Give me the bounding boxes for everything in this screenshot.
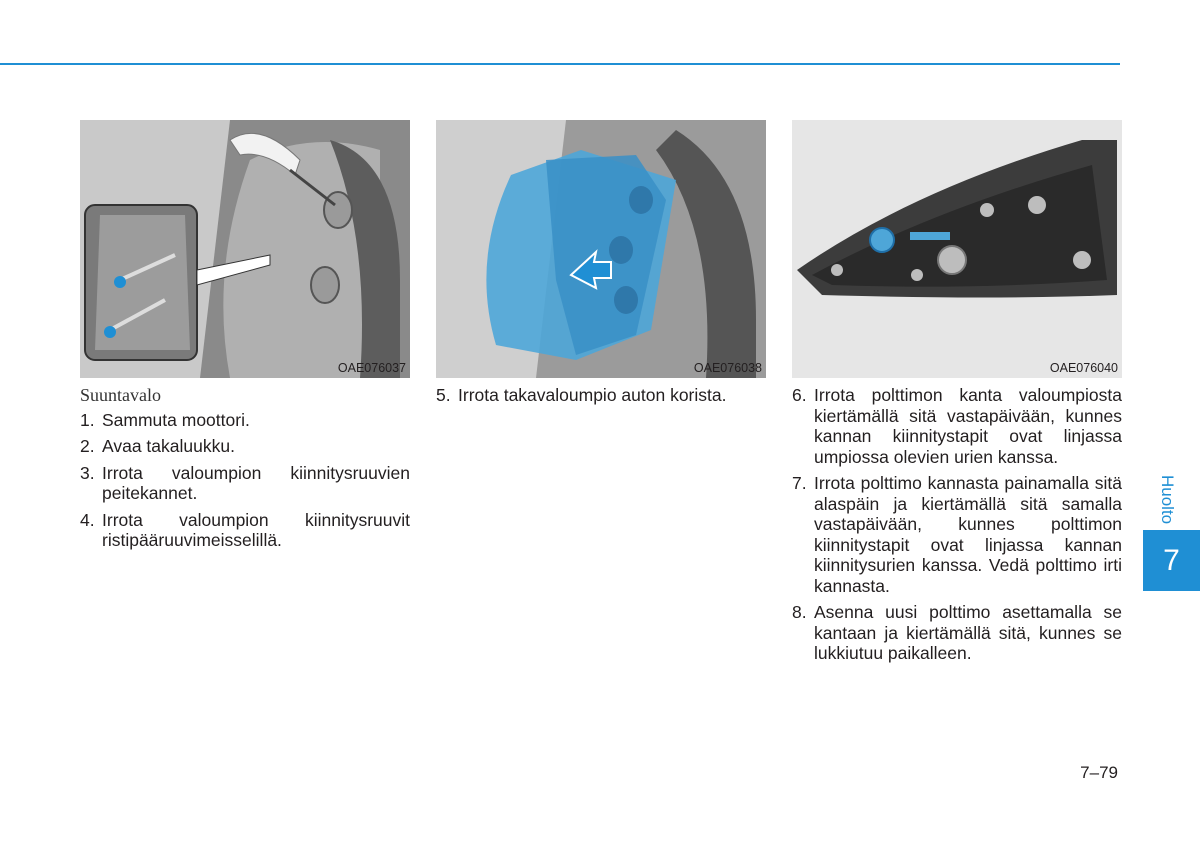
left-column	[80, 385, 410, 557]
figure-code: OAE076037	[337, 361, 406, 375]
step-text: Irrota valoumpion kiinnitysruuvien peitekannet.	[102, 462, 410, 503]
lamp-housing-illustration	[436, 120, 766, 378]
steps-list	[436, 385, 766, 406]
step-item	[792, 602, 1122, 664]
step-number: 3.	[80, 462, 95, 483]
step-number: 4.	[80, 509, 95, 530]
middle-column	[436, 385, 766, 412]
step-item	[80, 436, 410, 457]
step-item	[792, 473, 1122, 596]
screw-covers-illustration	[80, 120, 410, 378]
figure-code: OAE076040	[1049, 361, 1118, 375]
step-number: 5.	[436, 385, 451, 405]
step-item	[792, 385, 1122, 467]
step-number: 8.	[792, 602, 807, 622]
chapter-label: Huolto	[1158, 475, 1177, 525]
figure-bulb-socket	[792, 120, 1122, 378]
top-rule	[0, 63, 1120, 65]
step-text: Irrota polttimon kanta valoumpiosta kiertämällä sitä vastapäivään, kunnes kannan kiinnitystapit ovat linjassa umpiossa olevien urien kanssa.	[814, 385, 1122, 467]
page-number: 7–79	[1080, 763, 1118, 782]
step-number: 7.	[792, 473, 807, 493]
right-column	[792, 385, 1122, 670]
chapter-number-tab: 7	[1143, 530, 1200, 591]
figure-lamp-housing	[436, 120, 766, 378]
step-text: Avaa takaluukku.	[102, 436, 235, 456]
step-text: Asenna uusi polttimo asettamalla se kantaan ja kiertämällä sitä, kunnes se lukkiutuu paikalleen.	[814, 602, 1122, 663]
step-number: 2.	[80, 436, 95, 456]
step-item	[80, 463, 410, 504]
step-number: 1.	[80, 409, 95, 430]
step-item	[80, 510, 410, 551]
step-text: Irrota polttimo kannasta painamalla sitä alaspäin ja kiertämällä sitä samalla vastapäivään, kunnes polttimon kiinnitystapit ovat linjassa kannan kiinnitysurien kanssa. Vedä polttimo irti kannasta.	[814, 473, 1122, 596]
figure-screw-covers	[80, 120, 410, 378]
figure-code: OAE076038	[693, 361, 762, 375]
section-heading: Suuntavalo	[80, 385, 161, 405]
bulb-socket-illustration	[792, 120, 1122, 378]
step-item	[80, 410, 410, 431]
steps-list	[80, 410, 410, 551]
step-number: 6.	[792, 385, 807, 405]
steps-list	[792, 385, 1122, 664]
step-text: Irrota takavaloumpio auton korista.	[458, 385, 727, 405]
step-item	[436, 385, 766, 406]
step-text: Sammuta moottori.	[102, 409, 250, 430]
step-text: Irrota valoumpion kiinnitysruuvit ristipääruuvimeisselillä.	[102, 509, 410, 550]
